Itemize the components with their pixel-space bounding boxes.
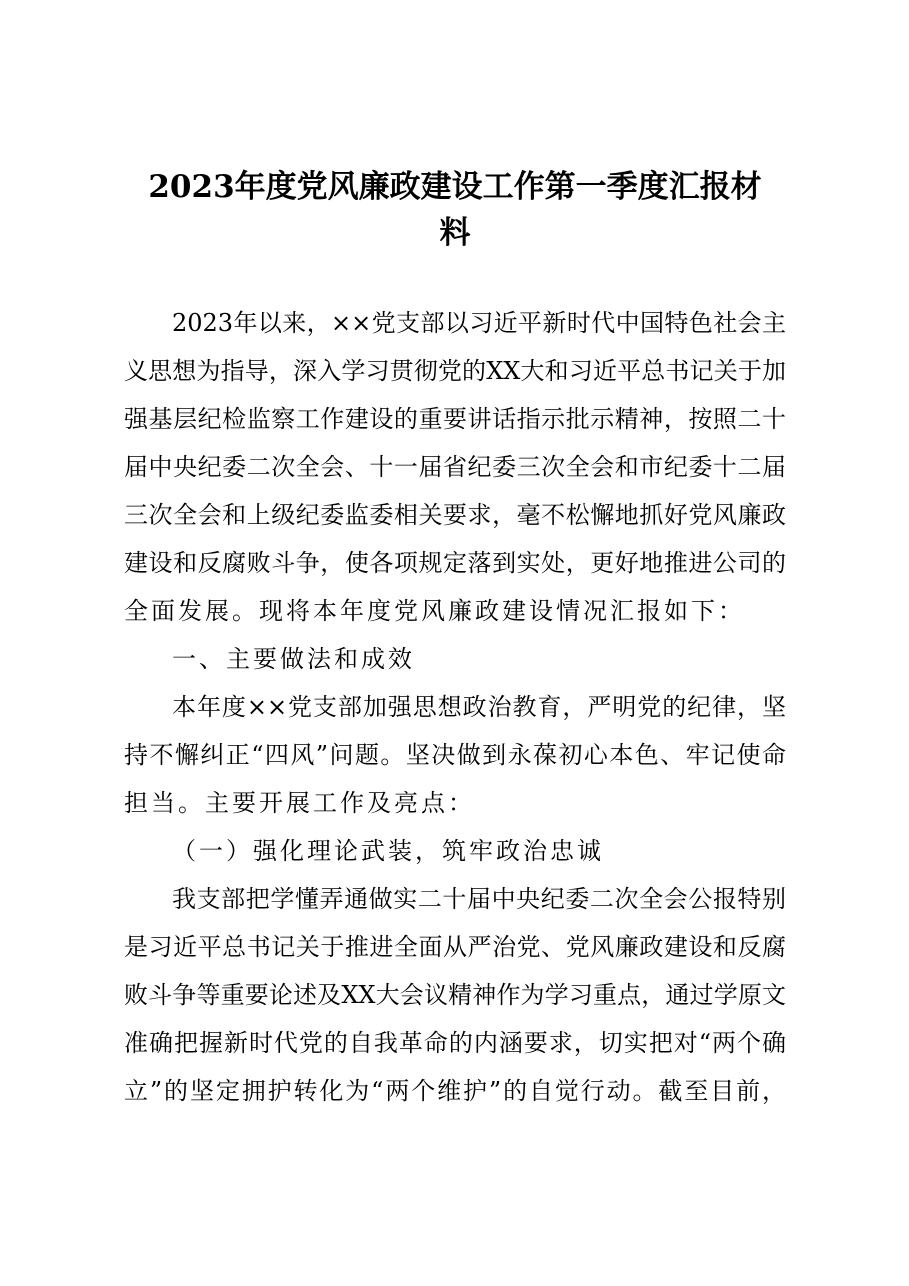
paragraph-line: 立”的坚定拥护转化为“两个维护”的自觉行动。截至目前， (124, 1077, 786, 1105)
paragraph-line: 我支部把学懂弄通做实二十届中央纪委二次全会公报特别 (172, 885, 786, 913)
paragraph-line: 全面发展。现将本年度党风廉政建设情况汇报如下： (124, 597, 745, 625)
paragraph-line: 担当。主要开展工作及亮点： (124, 789, 475, 817)
paragraph-line: 准确把握新时代党的自我革命的内涵要求，切实把对“两个确 (124, 1029, 786, 1057)
paragraph-line: 三次全会和上级纪委监委相关要求，毫不松懈地抓好党风廉政 (124, 501, 786, 529)
subsection-heading: （一）强化理论武装，筑牢政治忠诚 (172, 837, 604, 865)
paragraph-line: 本年度××党支部加强思想政治教育，严明党的纪律，坚 (172, 693, 786, 721)
paragraph-line: 败斗争等重要论述及XX大会议精神作为学习重点，通过学原文 (124, 981, 786, 1009)
paragraph-line: 建设和反腐败斗争，使各项规定落到实处，更好地推进公司的 (124, 549, 786, 577)
paragraph-line: 届中央纪委二次全会、十一届省纪委三次全会和市纪委十二届 (124, 453, 786, 481)
paragraph-line: 义思想为指导，深入学习贯彻党的XX大和习近平总书记关于加 (124, 357, 786, 385)
document-title: 2023年度党风廉政建设工作第一季度汇报材 (148, 169, 762, 205)
section-heading: 一、主要做法和成效 (172, 645, 415, 673)
document-title-continued: 料 (439, 215, 471, 251)
paragraph-line: 强基层纪检监察工作建设的重要讲话指示批示精神，按照二十 (124, 405, 786, 433)
paragraph-line: 是习近平总书记关于推进全面从严治党、党风廉政建设和反腐 (124, 933, 786, 961)
paragraph-line: 2023年以来，××党支部以习近平新时代中国特色社会主 (172, 309, 786, 337)
paragraph-line: 持不懈纠正“四风”问题。坚决做到永葆初心本色、牢记使命 (124, 741, 786, 769)
